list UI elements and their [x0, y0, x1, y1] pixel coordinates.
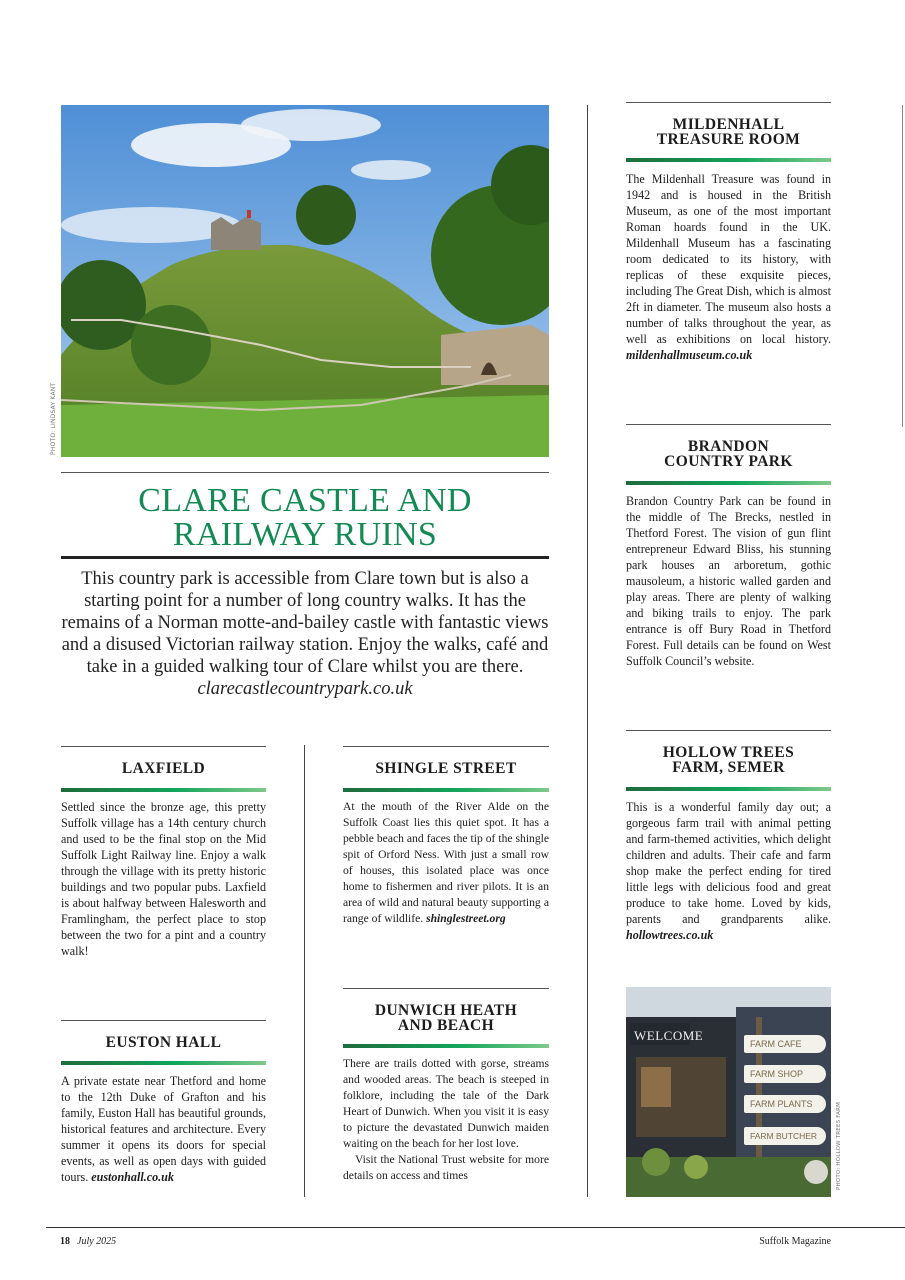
column-divider	[587, 105, 588, 1197]
section-title-shingle: SHINGLE STREET	[375, 760, 517, 777]
clare-link[interactable]: clarecastlecountrypark.co.uk	[197, 679, 413, 699]
title-line-2: COUNTRY PARK	[664, 453, 793, 470]
footer-rule	[46, 1227, 905, 1228]
article-lede	[61, 568, 549, 700]
divider	[626, 158, 831, 162]
section-title-brandon	[626, 439, 831, 469]
section-title-mildenhall	[626, 117, 831, 147]
title-line-1: CLARE CASTLE AND	[138, 482, 472, 519]
publication-name: Suffolk Magazine	[759, 1236, 831, 1247]
article-title	[61, 484, 549, 552]
divider	[61, 788, 266, 792]
page-edge-rule	[902, 105, 903, 427]
divider	[61, 472, 549, 473]
section-body-dunwich	[343, 1056, 549, 1184]
section-body-mildenhall	[626, 171, 831, 363]
body-text: A private estate near Thetford and home to the 12th Duke of Grafton and his family, Euston Hall has beautiful grounds, historical features and architecture. Every summer it opens its doors for special events, as well as open days with guided tours.	[61, 1074, 266, 1184]
section-body-laxfield	[61, 799, 266, 959]
section-body-hollow	[626, 799, 831, 943]
divider	[343, 788, 549, 792]
body-text: The Mildenhall Treasure was found in 1942 and is housed in the British Museum, as one of the most important Roman hoards found in the UK. Mildenhall Museum has a fascinating room dedicated to its history, with replicas of these exquisite pieces, including The Great Dish, which is almost 2ft in diameter. The museum also hosts a number of talks throughout the year, as well as exhibitions on local history.	[626, 172, 832, 346]
photo-credit: PHOTO: LINDSAY KANT	[50, 382, 57, 455]
divider	[343, 746, 549, 747]
clare-castle-photo	[61, 105, 549, 457]
title-line-1: HOLLOW TREES	[662, 744, 795, 761]
divider	[343, 1044, 549, 1048]
section-body-shingle	[343, 799, 549, 927]
photo-credit: PHOTO: HOLLOW TREES FARM	[836, 1101, 842, 1190]
divider	[626, 730, 831, 731]
body-text: Brandon Country Park can be found in the middle of The Brecks, nestled in Thetford Forest. The vision of gun flint entrepreneur Edward Bliss, his stunning park houses an arboretum, gothic mausoleum, a historic walled garden and play areas. There are plenty of walking and biking trails to enjoy. The park entrance is off Bury Road in Thetford Forest. Full details can be found on West Suffolk Council’s website.	[626, 494, 831, 668]
hollowtrees-link[interactable]: hollowtrees.co.uk	[626, 928, 714, 942]
divider	[61, 1061, 266, 1065]
euston-link[interactable]: eustonhall.co.uk	[91, 1170, 174, 1184]
title-line-2: FARM, SEMER	[672, 759, 785, 776]
body-paragraph-2: Visit the National Trust website for more details on access and times	[343, 1153, 549, 1182]
farm-butcher-sign: FARM BUTCHER	[744, 1127, 826, 1145]
section-body-euston	[61, 1073, 266, 1185]
section-title-dunwich	[343, 1003, 549, 1033]
title-line-2: RAILWAY RUINS	[172, 516, 438, 553]
divider	[61, 1020, 266, 1021]
body-text: At the mouth of the River Alde on the Suffolk Coast lies this quiet spot. It has a pebble beach and faces the tip of the shingle spit of Orford Ness. With just a small row of houses, this isolated place was once home to fishermen and river pilots. It is an area of wild and natural beauty supporting a range of wildlife.	[343, 800, 549, 925]
section-title-laxfield: LAXFIELD	[121, 760, 206, 777]
farm-cafe-sign: FARM CAFE	[744, 1035, 826, 1053]
issue-date: July 2025	[77, 1236, 117, 1247]
body-paragraph-1: There are trails dotted with gorse, streams and wooded areas. The beach is steeped in folklore, including the tale of the Dark Heart of Dunwich. When you visit it is easy to picture the devastated Dunwich maiden waiting on the beach for her lost love.	[343, 1057, 549, 1150]
column-divider	[304, 745, 305, 1197]
farm-plants-sign: FARM PLANTS	[744, 1095, 826, 1113]
body-text: Settled since the bronze age, this pretty Suffolk village has a 14th century church and used to be the final stop on the Mid Suffolk Light Railway line. Enjoy a walk through the village with its pretty historic buildings and two popular pubs. Laxfield is about halfway between Halesworth and Framlingham, the perfect place to stop between the two for a pint and a country walk!	[61, 800, 266, 958]
lede-text: This country park is accessible from Clare town but is also a starting point for a number of long country walks. It has the remains of a Norman motte-and-bailey castle with fantastic views and a disused Victorian railway station. Enjoy the walks, café and take in a guided walking tour of Clare whilst you are there.	[61, 569, 549, 677]
body-text: This is a wonderful family day out; a gorgeous farm trail with animal petting and farm-themed activities, which delight children and adults. Their cafe and farm shop make the perfect ending for tired little legs with delicious food and great produce to take home. Loved by kids, parents and grandparents alike.	[626, 800, 831, 926]
divider	[626, 481, 831, 485]
divider	[626, 787, 831, 791]
shingle-link[interactable]: shinglestreet.org	[426, 912, 506, 925]
section-title-euston: EUSTON HALL	[105, 1034, 222, 1051]
welcome-sign: WELCOME	[634, 1028, 704, 1043]
title-line-2: AND BEACH	[397, 1017, 495, 1034]
divider	[61, 746, 266, 747]
title-line-1: MILDENHALL	[672, 116, 785, 133]
section-title-hollow	[626, 745, 831, 775]
section-body-brandon	[626, 493, 831, 669]
divider	[61, 556, 549, 559]
mildenhall-link[interactable]: mildenhallmuseum.co.uk	[626, 348, 753, 362]
divider	[626, 102, 831, 103]
divider	[343, 988, 549, 989]
hollow-trees-farm-photo	[626, 987, 831, 1197]
title-line-2: TREASURE ROOM	[656, 131, 801, 148]
page-number: 18	[60, 1236, 70, 1247]
farm-shop-sign: FARM SHOP	[744, 1065, 826, 1083]
title-line-1: DUNWICH HEATH	[374, 1002, 518, 1019]
divider	[626, 424, 831, 425]
title-line-1: BRANDON	[687, 438, 770, 455]
